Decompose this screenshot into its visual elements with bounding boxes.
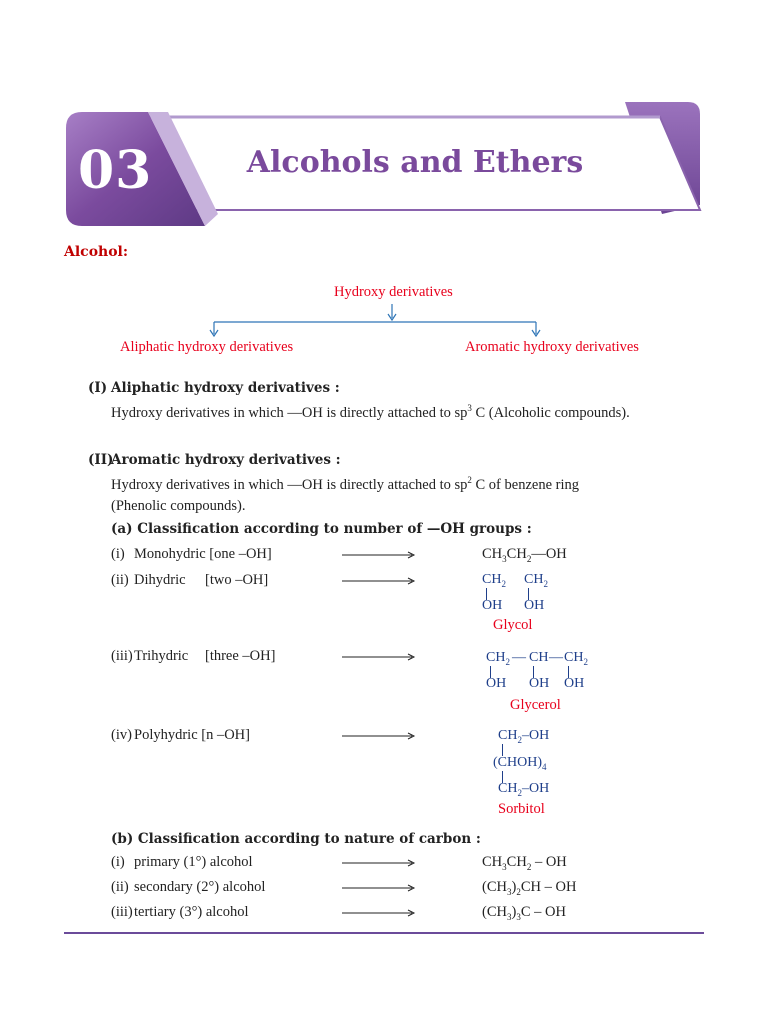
chapter-number: 03 bbox=[78, 140, 153, 201]
class-b-heading: (b) Classification according to nature of carbon : bbox=[111, 831, 481, 847]
sorbitol-bottom: $CH_2-OH$ bbox=[498, 781, 550, 798]
class-b-item-name: primary (1°) alcohol bbox=[134, 854, 253, 870]
glycol-ch2-right: $CH_2$ bbox=[524, 572, 548, 589]
tree-right-child: Aromatic hydroxy derivatives bbox=[465, 339, 639, 355]
reaction-arrow bbox=[342, 652, 416, 662]
glycerol-ch2-right: $CH_2$ bbox=[564, 650, 588, 667]
class-a-item-num: (i) bbox=[111, 546, 125, 562]
secondary-alcohol-formula: $(CH_3)_2CH$ – OH bbox=[482, 879, 577, 897]
sorbitol-mid: $(CHOH)_4$ bbox=[493, 755, 547, 772]
part2-description-line2: (Phenolic compounds). bbox=[111, 498, 246, 514]
glycol-oh-right: OH bbox=[524, 598, 545, 613]
primary-alcohol-formula: $CH_3CH_2$ – OH bbox=[482, 854, 567, 872]
reaction-arrow bbox=[342, 731, 416, 741]
class-a-item-name: Monohydric [one –OH] bbox=[134, 546, 272, 562]
monohydric-formula: $CH_3CH_2—OH$ bbox=[482, 546, 567, 564]
section-heading: Alcohol: bbox=[64, 244, 129, 260]
class-a-item-groups: [three –OH] bbox=[205, 648, 276, 664]
sorbitol-name: Sorbitol bbox=[498, 801, 545, 817]
glycerol-name: Glycerol bbox=[510, 697, 561, 713]
tree-left-child: Aliphatic hydroxy derivatives bbox=[120, 339, 294, 355]
class-b-item-num: (i) bbox=[111, 854, 125, 870]
class-b-item-name: tertiary (3°) alcohol bbox=[134, 904, 249, 920]
part2-description: Hydroxy derivatives in which —OH is directly attached to $sp^2$ C of benzene ring bbox=[111, 475, 579, 493]
class-a-item-num: (iii) bbox=[111, 648, 133, 664]
part1-label: (I) bbox=[88, 380, 108, 396]
class-a-item-groups: [two –OH] bbox=[205, 572, 269, 588]
glycol-name: Glycol bbox=[493, 617, 533, 633]
part1-heading: Aliphatic hydroxy derivatives : bbox=[111, 380, 340, 396]
class-a-item-name: Trihydric bbox=[134, 648, 189, 664]
class-b-item-num: (iii) bbox=[111, 904, 133, 920]
classification-tree-lines bbox=[0, 0, 768, 360]
glycol-oh-left: OH bbox=[482, 598, 503, 613]
reaction-arrow bbox=[342, 576, 416, 586]
glycerol-oh: OH bbox=[564, 676, 585, 691]
class-a-item-num: (iv) bbox=[111, 727, 132, 743]
class-a-item-name: Dihydric bbox=[134, 572, 186, 588]
tertiary-alcohol-formula: $(CH_3)_3C$ – OH bbox=[482, 904, 566, 922]
class-b-item-name: secondary (2°) alcohol bbox=[134, 879, 266, 895]
part2-heading: Aromatic hydroxy derivatives : bbox=[111, 452, 341, 468]
glycerol-ch: CH bbox=[529, 650, 549, 665]
reaction-arrow bbox=[342, 550, 416, 560]
class-a-item-name: Polyhydric [n –OH] bbox=[134, 727, 250, 743]
sorbitol-top: $CH_2-OH$ bbox=[498, 728, 550, 745]
class-a-item-num: (ii) bbox=[111, 572, 129, 588]
chapter-title: Alcohols and Ethers bbox=[246, 145, 584, 180]
class-a-heading: (a) Classification according to number of —OH groups : bbox=[111, 521, 532, 537]
bottom-divider bbox=[64, 932, 704, 934]
glycerol-dash: — bbox=[512, 650, 526, 665]
reaction-arrow bbox=[342, 883, 416, 893]
glycerol-ch2-left: $CH_2$ bbox=[486, 650, 510, 667]
reaction-arrow bbox=[342, 858, 416, 868]
part1-description: Hydroxy derivatives in which —OH is directly attached to $sp^3$ C (Alcoholic compounds). bbox=[111, 403, 630, 421]
reaction-arrow bbox=[342, 908, 416, 918]
tree-root: Hydroxy derivatives bbox=[334, 284, 453, 300]
glycol-ch2-left: $CH_2$ bbox=[482, 572, 506, 589]
glycerol-oh: OH bbox=[529, 676, 550, 691]
part2-label: (II) bbox=[88, 452, 114, 468]
glycerol-oh: OH bbox=[486, 676, 507, 691]
class-b-item-num: (ii) bbox=[111, 879, 129, 895]
glycerol-dash: — bbox=[549, 650, 563, 665]
